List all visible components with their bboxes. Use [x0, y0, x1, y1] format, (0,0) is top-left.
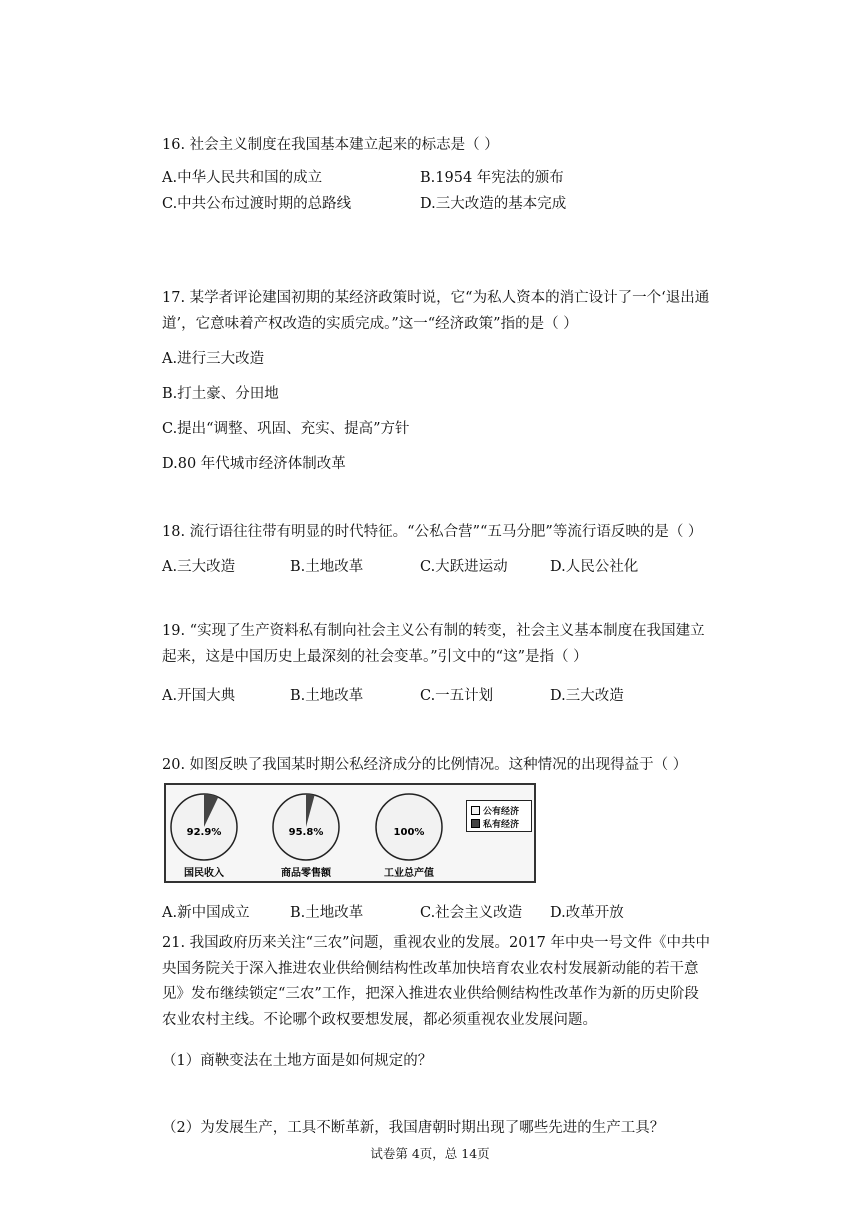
pie-category-label: 国民收入	[184, 868, 224, 879]
q16-option-a[interactable]: A.中华人民共和国的成立	[162, 170, 323, 186]
q20-option-d[interactable]: D.改革开放	[550, 905, 624, 921]
q21-stem-line-4: 农业农村主线。不论哪个政权要想发展，都必须重视农业发展问题。	[162, 1011, 597, 1028]
legend-item-private	[471, 817, 519, 830]
q19-option-a[interactable]: A.开国大典	[162, 688, 236, 704]
pie-percent-label: 95.8%	[288, 827, 324, 838]
q21-stem-line-1: 21. 我国政府历来关注“三农”问题，重视农业的发展。2017 年中央一号文件《中共中	[162, 935, 711, 951]
q21-subquestion-2: （2）为发展生产，工具不断革新，我国唐朝时期出现了哪些先进的生产工具？	[162, 1120, 665, 1136]
pie-percent-label: 100%	[393, 827, 425, 838]
pie-1	[171, 794, 237, 879]
q16-stem: 16. 社会主义制度在我国基本建立起来的标志是（ ）	[162, 137, 499, 153]
q19-option-c[interactable]: C.一五计划	[420, 688, 494, 704]
q17-option-a[interactable]: A.进行三大改造	[162, 351, 265, 367]
pie-chart-figure	[164, 783, 536, 883]
legend-swatch-private	[471, 819, 480, 828]
q18-stem: 18. 流行语往往带有明显的时代特征。“公私合营”“五马分肥”等流行语反映的是（ ）	[162, 524, 703, 540]
legend-label-public: 公有经济	[483, 807, 520, 817]
q20-option-c[interactable]: C.社会主义改造	[420, 905, 523, 921]
q19-option-b[interactable]: B.土地改革	[290, 688, 364, 704]
q21-stem-line-2: 央国务院关于深入推进农业供给侧结构性改革加快培育农业农村发展新动能的若干意	[162, 960, 699, 977]
q17-stem	[162, 285, 722, 337]
q20-stem: 20. 如图反映了我国某时期公私经济成分的比例情况。这种情况的出现得益于（ ）	[162, 757, 688, 773]
legend-label-private: 私有经济	[483, 820, 520, 830]
chart-legend	[466, 800, 532, 832]
q16-option-c[interactable]: C.中共公布过渡时期的总路线	[162, 196, 352, 212]
q19-stem	[162, 618, 722, 670]
q20-option-b[interactable]: B.土地改革	[290, 905, 364, 921]
q17-option-b[interactable]: B.打土豪、分田地	[162, 386, 279, 402]
pie-2	[273, 794, 339, 879]
q19-option-d[interactable]: D.三大改造	[550, 688, 624, 704]
page-footer: 试卷第 4页，总 14页	[370, 1146, 490, 1161]
q16-option-d[interactable]: D.三大改造的基本完成	[420, 196, 567, 212]
q18-option-d[interactable]: D.人民公社化	[550, 559, 639, 575]
q16-option-b[interactable]: B.1954 年宪法的颁布	[420, 170, 564, 186]
legend-swatch-public	[471, 806, 480, 815]
pie-3	[376, 794, 442, 879]
q19-stem-line-1: 19. “实现了生产资料私有制向社会主义公有制的转变，社会主义基本制度在我国建立	[162, 623, 705, 639]
legend-item-public	[471, 804, 519, 817]
q21-stem-line-3: 见》发布继续锁定“三农”工作，把深入推进农业供给侧结构性改革作为新的历史阶段	[162, 986, 699, 1002]
q18-option-b[interactable]: B.土地改革	[290, 559, 364, 575]
q20-option-a[interactable]: A.新中国成立	[162, 905, 250, 921]
q17-option-c[interactable]: C.提出“调整、巩固、充实、提高”方针	[162, 421, 410, 437]
pie-percent-label: 92.9%	[186, 827, 222, 838]
q17-stem-line-1: 17. 某学者评论建国初期的某经济政策时说，它“为私人资本的消亡设计了一个‘退出通	[162, 290, 710, 306]
q19-stem-line-2: 起来，这是中国历史上最深刻的社会变革。”引文中的“这”是指（ ）	[162, 649, 588, 665]
q18-option-a[interactable]: A.三大改造	[162, 559, 236, 575]
q21-stem	[162, 931, 722, 1033]
q18-option-c[interactable]: C.大跃进运动	[420, 559, 508, 575]
pie-category-label: 商品零售额	[281, 868, 331, 879]
q21-subquestion-1: （1）商鞅变法在土地方面是如何规定的？	[162, 1053, 433, 1069]
q17-option-d[interactable]: D.80 年代城市经济体制改革	[162, 456, 346, 472]
pie-category-label: 工业总产值	[384, 868, 434, 879]
q17-stem-line-2: 道’，它意味着产权改造的实质完成。”这一“经济政策”指的是（ ）	[162, 316, 578, 332]
